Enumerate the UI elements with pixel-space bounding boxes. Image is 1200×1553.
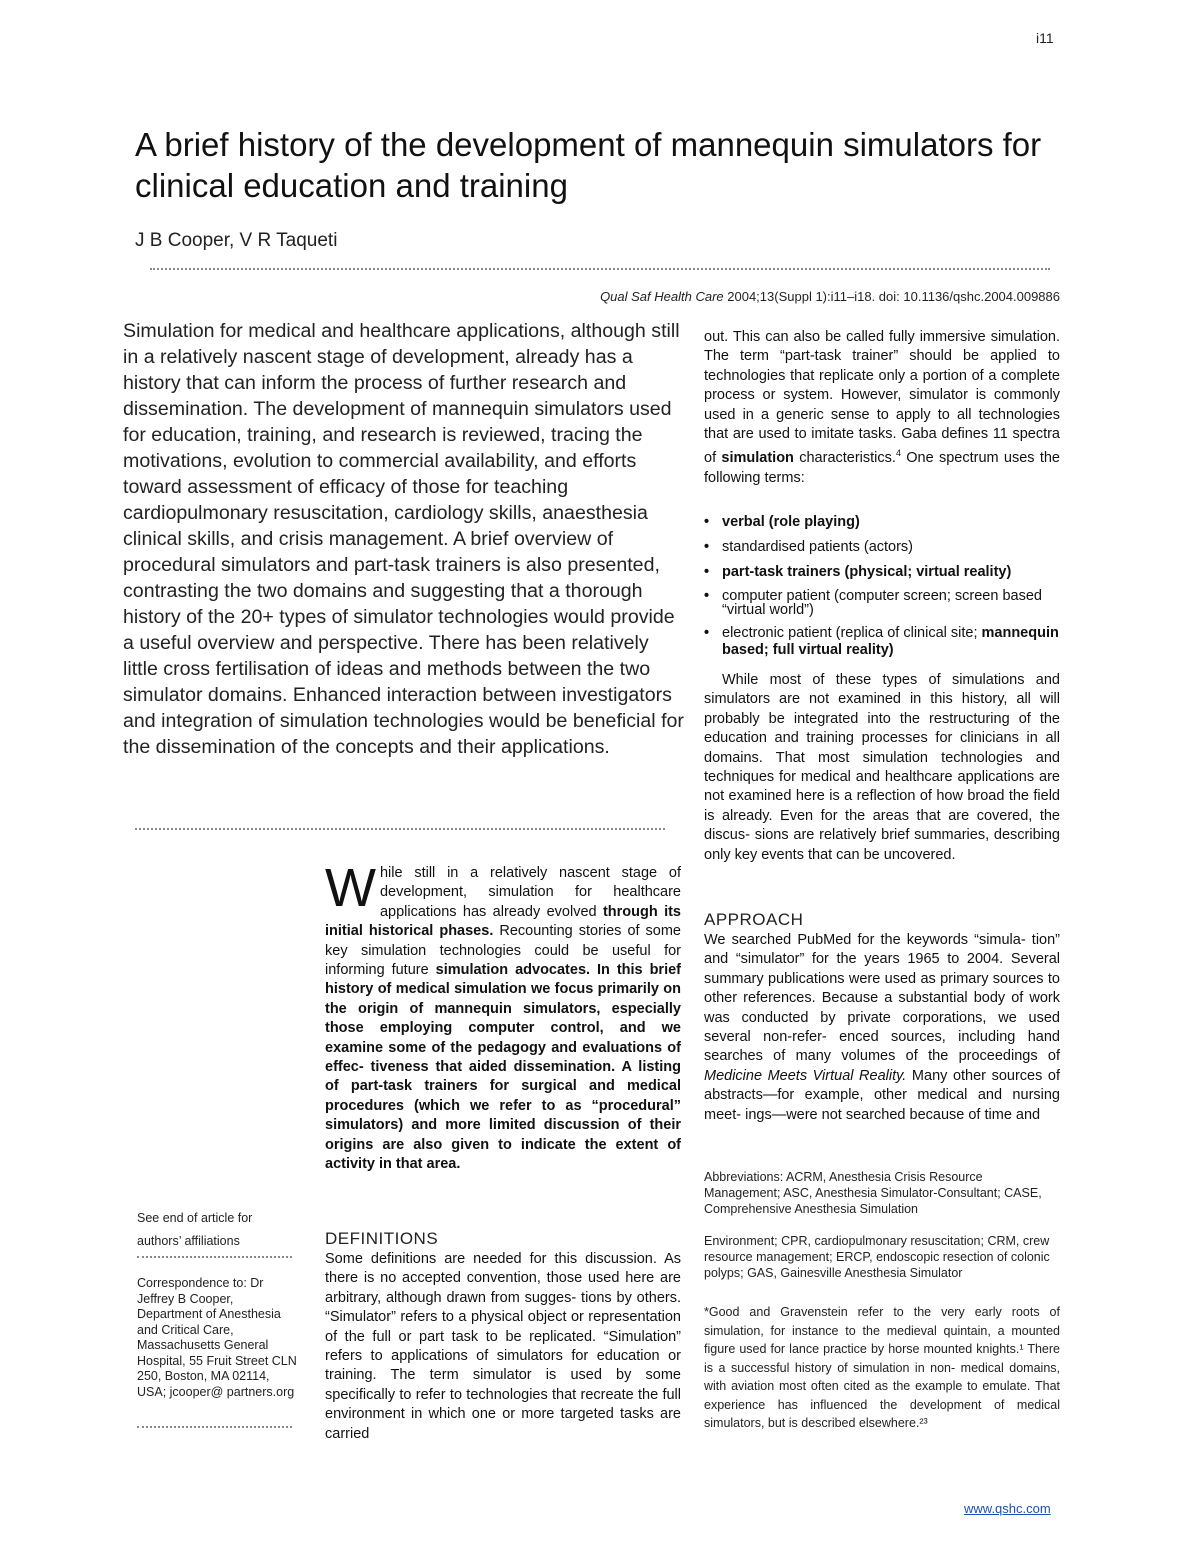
drop-cap: W <box>325 858 376 918</box>
list-item: • standardised patients (actors) <box>704 539 1060 556</box>
divider <box>150 268 1050 270</box>
list-item: • part-task trainers (physical; virtual reality) <box>704 564 1060 581</box>
spectrum-list <box>704 514 1060 667</box>
list-item: • computer patient (computer screen; screen based “virtual world”) <box>704 589 1060 617</box>
journal-url-link[interactable]: www.qshc.com <box>964 1501 1051 1516</box>
definitions-text: Some definitions are needed for this discussion. As there is no accepted convention, those used here are arbitrary, although drawn from sugges- tions by others. “Simulator” refers to a physical object or representation of the full or part task to be replicated. “Simulation” refers to applications of simulators for education or training. The term simulator is used by some specifically to refer to technologies that recreate the full environment in which one or more targeted tasks are carried <box>325 1251 681 1442</box>
page-number: i11 <box>1036 30 1054 46</box>
list-item: • electronic patient (replica of clinical site; mannequin based; full virtual reality) <box>704 625 1060 659</box>
right-paragraph-2: While most of these types of simulations and simulators are not examined in this history, all will probably be integrated into the restructuring of the education and training processes for clinicians in all domains. That most simulation technologies and techniques for medical and healthcare applications are not examined here is a reflection of how broad the field is already. Even for the areas that are covered, the discus- sions are relatively brief summaries, describing only key events that can be uncovered. <box>704 672 1060 863</box>
correspondence: Correspondence to: Dr Jeffrey B Cooper, Department of Anesthesia and Critical Care, Massachusetts General Hospital, 55 Fruit Street CLN 250, Boston, MA 02114, USA; jcooper@ partners.org <box>137 1276 297 1399</box>
approach-heading: APPROACH <box>704 910 804 929</box>
article-authors: J B Cooper, V R Taqueti <box>135 230 338 251</box>
approach-text: We searched PubMed for the keywords “simula- tion” and “simulator” for the years 1965 to 2004. Several summary publications were used as primary sources to other references. Because a substantial body of work was conducted by private corporations, we used several non-refer- enced sources, including hand searches of many volumes of the proceedings of Medicine Meets Virtual Reality. Many other sources of abstracts—for example, other medical and nursing meet- ings—were not searched because of time and <box>704 932 1060 1123</box>
citation <box>600 289 1060 304</box>
divider <box>137 1256 292 1258</box>
abbreviations-1: Abbreviations: ACRM, Anesthesia Crisis Resource Management; ASC, Anesthesia Simulator-Consultant; CASE, Comprehensive Anesthesia Simulation <box>704 1170 1042 1216</box>
divider <box>137 1426 292 1428</box>
citation-details: 2004;13(Suppl 1):i11–i18. doi: 10.1136/qshc.2004.009886 <box>727 289 1060 304</box>
footnote: *Good and Gravenstein refer to the very early roots of simulation, for instance to the medieval quintain, a mounted figure used for lance practice by horse mounted knights.¹ There is a successful history of simulation in non- medical domains, with aviation most often cited as the example to emulate. That experience has influenced the development of medical simulators, but is described elsewhere.²³ <box>704 1305 1060 1430</box>
abbreviations-2: Environment; CPR, cardiopulmonary resuscitation; CRM, crew resource management; ERCP, endoscopic resection of colonic polyps; GAS, Gainesville Anesthesia Simulator <box>704 1234 1050 1280</box>
intro-paragraph: W hile still in a relatively nascent stage of development, simulation for healthcare applications has already evolved through its initial historical phases. Recounting stories of some key simulation technologies could be useful for informing future simulation advocates. In this brief history of medical simulation we focus primarily on the origin of mannequin simulators, especially those employing computer control, and we examine some of the pedagogy and evaluations of effec- tiveness that aided dissemination. A listing of part-task trainers for surgical and medical procedures (which we refer to as “procedural” simulators) and more limited discussion of their origins are also given to indicate the extent of activity in that area. <box>325 858 682 1173</box>
article-title: A brief history of the development of mannequin simulators for clinical education and training <box>135 126 1042 204</box>
definitions-heading: DEFINITIONS <box>325 1229 439 1248</box>
list-item: • verbal (role playing) <box>704 514 1060 531</box>
affiliations-note: See end of article for authors’ affiliations <box>137 1211 253 1248</box>
journal-name: Qual Saf Health Care <box>600 289 724 304</box>
divider <box>135 828 665 830</box>
right-paragraph-1: out. This can also be called fully immersive simulation. The term “part-task trainer” should be applied to technologies that replicate only a portion of a complete process or system. However, simulator is commonly used in a generic sense to apply to all technologies that are used to imitate tasks. Gaba defines 11 spectra of simulation characteristics.$^4$ One spectrum uses the following terms: <box>704 329 1061 486</box>
abstract: Simulation for medical and healthcare applications, although still in a relatively nascent stage of development, already has a history that can inform the process of further research and dissemination. The development of mannequin simulators used for education, training, and research is reviewed, tracing the motivations, evolution to commercial availability, and efforts toward assessment of efficacy of those for teaching cardiopulmonary resuscitation, cardiology skills, anaesthesia clinical skills, and crisis management. A brief overview of procedural simulators and part-task trainers is also presented, contrasting the two domains and suggesting that a thorough history of the 20+ types of simulator technologies would provide a useful overview and perspective. There has been relatively little cross fertilisation of ideas and methods between the two simulator domains. Enhanced interaction between investigators and integration of simulation technologies would be beneficial for the dissemination of the concepts and their applications. <box>123 320 684 758</box>
